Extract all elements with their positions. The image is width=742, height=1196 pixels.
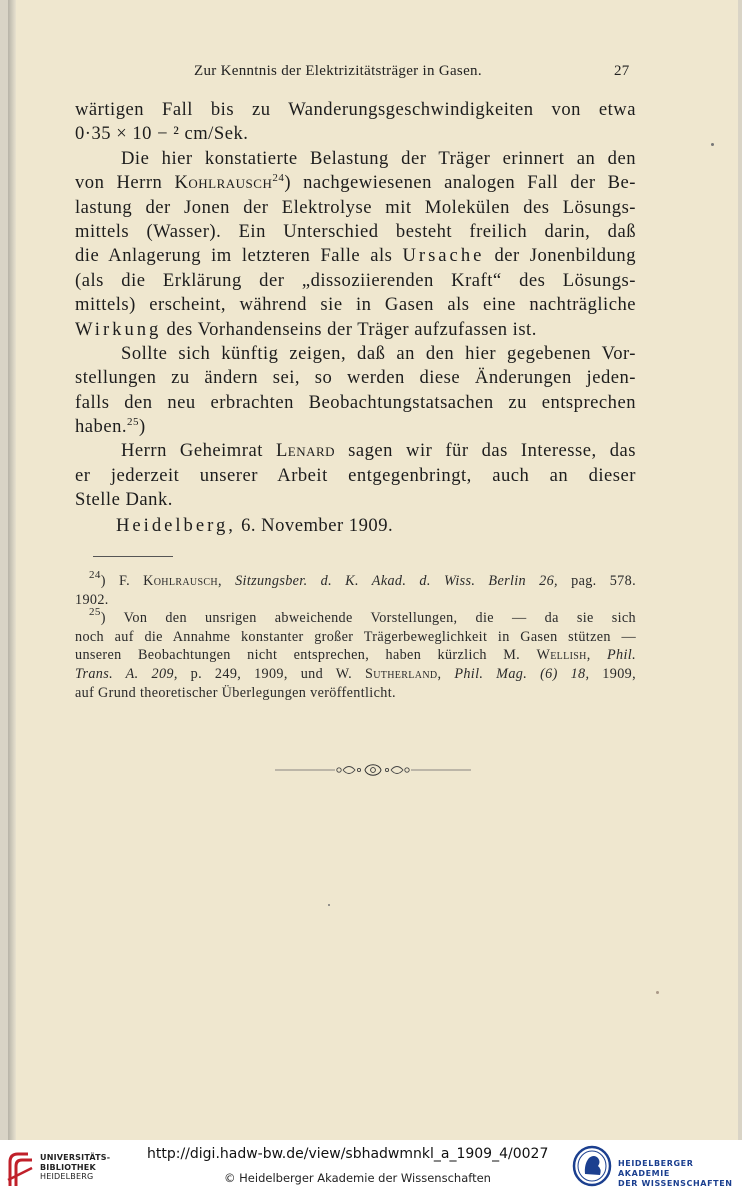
text-line <box>75 220 636 244</box>
library-logo-icon <box>6 1150 36 1190</box>
text-line <box>75 196 636 220</box>
page-spine-shadow <box>8 0 16 1140</box>
text-line <box>75 391 636 415</box>
text-line <box>75 665 636 684</box>
library-line: HEIDELBERG <box>40 1172 94 1181</box>
text-line <box>75 628 636 647</box>
text-run: pag. 578. <box>557 573 636 589</box>
journal-citation: Phil. <box>607 647 636 664</box>
body-text <box>75 98 636 513</box>
paragraph-start <box>75 439 636 463</box>
running-title: Zur Kenntnis der Elektrizitätsträger in Gasen. <box>194 63 482 79</box>
academy-line: DER WISSENSCHAFTEN <box>618 1179 733 1188</box>
text-run: ) Von den unsrigen abweichende Vorstellungen, die — da sie sich <box>100 610 636 627</box>
text-run: Sollte sich künftig zeigen, daß an den hier gegebenen Vor- <box>121 342 636 364</box>
text-run: ) <box>100 573 119 589</box>
library-line: BIBLIOTHEK <box>40 1162 96 1172</box>
text-run: auf Grund theoretischer Überlegungen veröffentlicht. <box>75 684 396 701</box>
signoff <box>116 515 393 537</box>
footnote-rule <box>93 556 173 557</box>
copyright-notice: © Heidelberger Akademie der Wissenschaften <box>224 1171 491 1185</box>
text-run: unseren Beobachtungen nicht entsprechen, haben kürzlich M. <box>75 647 537 664</box>
author-name: Lenard <box>275 440 336 462</box>
text-run: Herrn Geheimrat <box>121 440 276 462</box>
text-run: des Vorhandenseins der Träger aufzufassen ist. <box>161 318 537 340</box>
journal-citation: Phil. Mag. (6) 18, <box>454 665 590 682</box>
text-line <box>75 646 636 665</box>
footnote-mark: 24 <box>89 569 101 581</box>
journal-citation: Sitzungsber. d. K. Akad. d. Wiss. Berlin 26, <box>235 573 558 589</box>
footnote-mark: 25 <box>89 606 101 619</box>
paragraph-start <box>75 147 636 171</box>
text-run: von Herrn <box>75 172 175 194</box>
academy-name <box>618 1159 740 1189</box>
text-run: die Anlagerung im letzteren Falle als <box>75 245 403 267</box>
text-line <box>75 98 636 122</box>
text-line <box>75 122 636 146</box>
text-line <box>75 293 636 317</box>
text-run: ) nachgewiesenen analogen Fall der Be- <box>284 172 636 194</box>
text-run: noch auf die Annahme konstanter großer Trägerbeweglichkeit in Gasen stützen — <box>75 628 636 645</box>
library-line: UNIVERSITÄTS- <box>40 1153 111 1162</box>
author-name: F. Kohlrausch, <box>118 573 222 589</box>
text-run: falls den neu erbrachten Beobachtungstatsachen zu entsprechen <box>75 391 636 413</box>
running-head <box>8 63 738 85</box>
emphasis-spaced: Ursache <box>402 245 485 267</box>
academy-line: HEIDELBERGER AKADEMIE <box>618 1159 694 1178</box>
text-line <box>75 591 636 610</box>
footnote-ref: 24 <box>272 172 285 185</box>
text-run: der Jonenbildung <box>484 245 636 267</box>
text-run: wärtigen Fall bis zu Wanderungsgeschwindigkeiten von etwa <box>75 99 636 120</box>
signoff-date: 6. November 1909. <box>241 515 394 536</box>
text-run: 0·35 × 10 − ² cm/Sek. <box>75 123 249 145</box>
text-run: mittels) erscheint, während sie in Gasen als eine nachträgliche <box>75 294 636 316</box>
text-run: stellungen zu ändern sei, so werden diese Änderungen jeden- <box>75 367 636 389</box>
text-run: Die hier konstatierte Belastung der Träger erinnert an den <box>121 147 636 169</box>
text-run: sagen wir für das Interesse, das <box>335 440 636 462</box>
text-line <box>75 269 636 293</box>
text-line <box>75 366 636 390</box>
paper-speck <box>711 143 714 146</box>
academy-logo <box>572 1144 740 1192</box>
scanned-page <box>8 0 738 1140</box>
paragraph-start <box>75 342 636 366</box>
text-run: (als die Erklärung der „dissoziierenden Kraft“ des Lösungs- <box>75 269 636 291</box>
footnote-25 <box>75 606 636 628</box>
text-run: lastung der Jonen der Elektrolyse mit Molekülen des Lösungs- <box>75 196 636 218</box>
text-line <box>75 684 636 703</box>
author-name: Sutherland, <box>364 665 442 682</box>
text-run: er jederzeit unserer Arbeit entgegenbringt, auch an dieser <box>75 464 636 486</box>
author-name: Kohlrausch <box>174 172 273 194</box>
paper-speck <box>656 991 659 994</box>
text-line <box>75 171 636 195</box>
footnote-24 <box>75 569 636 591</box>
library-name <box>40 1153 110 1182</box>
page-number: 27 <box>614 63 630 79</box>
end-ornament <box>275 759 471 781</box>
text-run: ) <box>139 416 146 438</box>
emphasis-spaced: Wirkung <box>75 318 162 340</box>
text-line <box>75 318 636 342</box>
academy-seal-icon <box>572 1144 614 1188</box>
text-run: Stelle Dank. <box>75 489 173 511</box>
journal-citation: Trans. A. 209, <box>75 665 178 682</box>
text-line <box>75 464 636 488</box>
author-name: Wellish, <box>536 647 591 664</box>
signoff-place: Heidelberg, <box>116 515 236 536</box>
text-line <box>75 244 636 268</box>
footnote-ref: 25 <box>127 416 140 429</box>
paper-speck <box>328 904 330 906</box>
text-run: p. 249, 1909, und W. <box>177 665 365 682</box>
text-line <box>75 488 636 512</box>
footnotes <box>75 569 636 702</box>
text-run: 1902. <box>75 591 109 608</box>
viewer-footer <box>0 1140 742 1196</box>
library-logo <box>6 1150 146 1190</box>
text-run: 1909, <box>589 665 636 682</box>
text-run: haben. <box>75 416 128 438</box>
text-line <box>75 415 636 439</box>
text-run: mittels (Wasser). Ein Unterschied besteht freilich darin, daß <box>75 220 636 242</box>
permalink-url[interactable]: http://digi.hadw-bw.de/view/sbhadwmnkl_a_1909_4/0027 <box>147 1146 549 1162</box>
